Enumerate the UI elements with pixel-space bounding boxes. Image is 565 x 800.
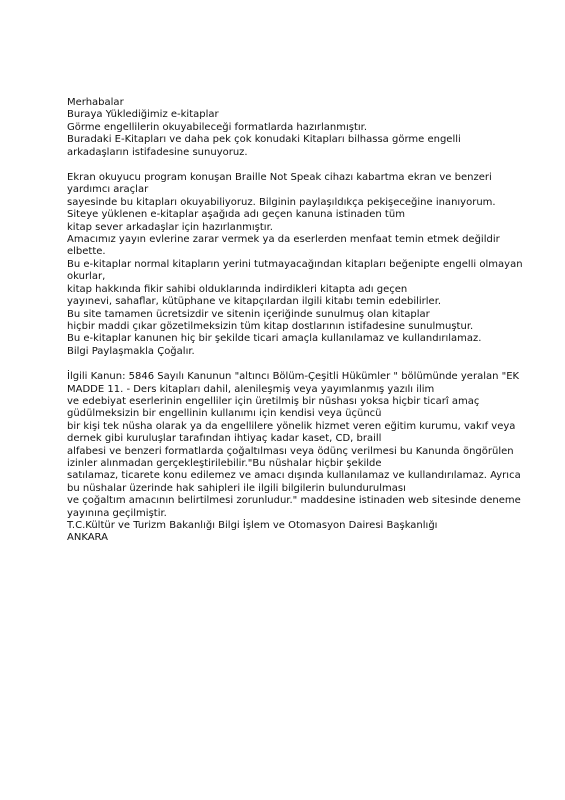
text-line: yayınevi, sahaflar, kütüphane ve kitapçılardan ilgili kitabı temin edebilirler. [67, 296, 442, 308]
text-line: arkadaşların istifadesine sunuyoruz. [67, 146, 248, 158]
text-line: MADDE 11. - Ders kitapları dahil, alenileşmiş veya yayımlanmış yazılı ilim [67, 383, 435, 395]
text-line: alfabesi ve benzeri formatlarda çoğaltılması veya ödünç verilmesi bu Kanunda öngörülen [67, 445, 514, 457]
text-line: bir kişi tek nüsha olarak ya da engellilere yönelik hizmet veren eğitim kurumu, vakıf veya [67, 420, 516, 432]
text-line: izinler alınmadan gerçekleştirilebilir."Bu nüshalar hiçbir şekilde [67, 457, 382, 469]
text-line: Siteye yüklenen e-kitaplar aşağıda adı geçen kanuna istinaden tüm [67, 209, 405, 221]
text-line: kitap hakkında fikir sahibi olduklarında indirdikleri kitapta adı geçen [67, 283, 408, 295]
info-paragraph [67, 172, 523, 358]
text-line: elbette. [67, 246, 106, 258]
text-line: kitap sever arkadaşlar için hazırlanmıştır. [67, 221, 273, 233]
document-page [67, 97, 523, 545]
text-line: Bu e-kitaplar kanunen hiç bir şekilde ticari amaçla kullanılamaz ve kullandırılamaz. [67, 333, 482, 345]
paragraph-spacer [67, 358, 507, 371]
text-line: dernek gibi kuruluşlar tarafından ihtiyaç kadar kaset, CD, braill [67, 433, 382, 445]
text-line: yardımcı araçlar [67, 184, 149, 196]
text-line: Görme engellilerin okuyabileceği formatlarda hazırlanmıştır. [67, 121, 368, 133]
text-line: Buradaki E-Kitapları ve daha pek çok konudaki Kitapları bilhassa görme engelli [67, 134, 461, 146]
text-line: Amacımız yayın evlerine zarar vermek ya da eserlerden menfaat temin etmek değildir [67, 234, 500, 246]
text-line: ve edebiyat eserlerinin engelliler için üretilmiş bir nüshası yoksa hiçbir ticarî amaç [67, 395, 480, 407]
text-line: ANKARA [67, 532, 108, 544]
text-line: yayınına geçilmiştir. [67, 507, 167, 519]
text-line: hiçbir maddi çıkar gözetilmeksizin tüm kitap dostlarının istifadesine sunulmuştur. [67, 320, 474, 332]
text-line: satılamaz, ticarete konu edilemez ve amacı dışında kullanılamaz ve kullandırılamaz. Ayrıca [67, 470, 521, 482]
text-line: Bu site tamamen ücretsizdir ve sitenin içeriğinde sunulmuş olan kitaplar [67, 308, 430, 320]
text-line: güdülmeksizin bir engellinin kullanımı için kendisi veya üçüncü [67, 408, 382, 420]
text-line: Bilgi Paylaşmakla Çoğalır. [67, 345, 195, 357]
law-paragraph [67, 371, 521, 545]
text-line: Buraya Yüklediğimiz e-kitaplar [67, 109, 219, 121]
text-line: İlgili Kanun: 5846 Sayılı Kanunun "altıncı Bölüm-Çeşitli Hükümler " bölümünde yeralan "EK [67, 371, 520, 383]
greeting-paragraph [67, 97, 507, 159]
text-line: Bu e-kitaplar normal kitapların yerini tutmayacağından kitapları beğenipte engelli olmayan [67, 258, 523, 270]
text-line: ve çoğaltım amacının belirtilmesi zorunludur." maddesine istinaden web sitesinde deneme [67, 495, 521, 507]
text-line: Ekran okuyucu program konuşan Braille Not Speak cihazı kabartma ekran ve benzeri [67, 172, 492, 184]
paragraph-spacer [67, 159, 507, 172]
text-line: T.C.Kültür ve Turizm Bakanlığı Bilgi İşlem ve Otomasyon Dairesi Başkanlığı [67, 520, 438, 531]
text-line: Merhabalar [67, 97, 124, 108]
text-line: okurlar, [67, 271, 106, 283]
text-line: sayesinde bu kitapları okuyabiliyoruz. Bilginin paylaşıldıkça pekişeceğine inanıyorum. [67, 196, 496, 208]
text-line: bu nüshalar üzerinde hak sahipleri ile ilgili bilgilerin bulundurulması [67, 482, 406, 494]
